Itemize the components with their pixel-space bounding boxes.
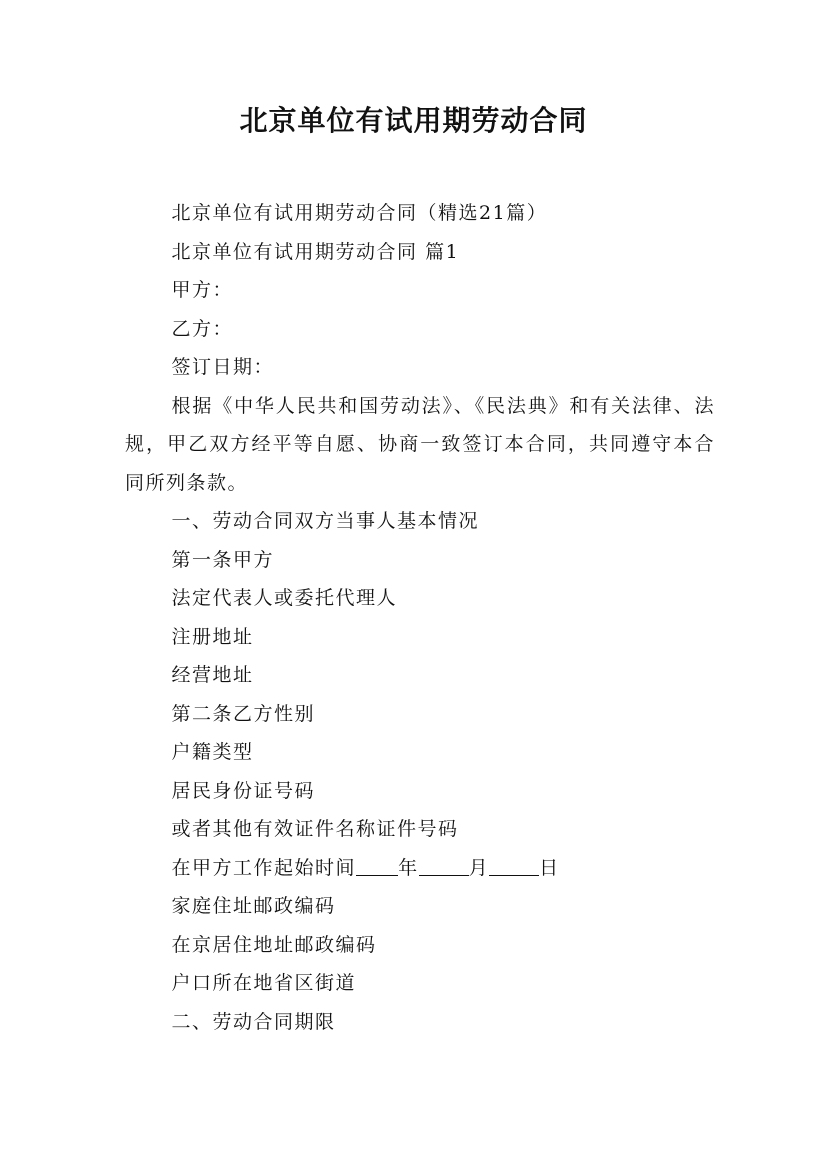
- document-title: 北京单位有试用期劳动合同: [239, 104, 588, 137]
- paragraph-home-address: 家庭住址邮政编码: [171, 895, 336, 917]
- year-blank: [356, 857, 398, 876]
- paragraph-chapter-2: 二、劳动合同期限: [171, 1010, 336, 1033]
- paragraph-household-type: 户籍类型: [171, 741, 254, 763]
- paragraph-article-2: 第二条乙方性别: [171, 702, 316, 725]
- document-body: [125, 194, 715, 1041]
- paragraph-hukou-location: 户口所在地省区街道: [171, 972, 357, 994]
- month-label: 月: [468, 856, 490, 879]
- paragraph-party-b: 乙方：: [171, 317, 234, 340]
- paragraph-id-number: 居民身份证号码: [171, 779, 316, 802]
- month-blank: [419, 857, 469, 876]
- paragraph-section-heading: 北京单位有试用期劳动合同 篇1: [171, 240, 460, 263]
- paragraph-registered-address: 注册地址: [171, 625, 254, 648]
- paragraph-subtitle: 北京单位有试用期劳动合同（精选21篇）: [171, 202, 548, 224]
- paragraph-sign-date: 签订日期：: [171, 356, 275, 378]
- day-blank: [489, 857, 539, 876]
- paragraph-legal-rep: 法定代表人或委托代理人: [171, 587, 398, 609]
- paragraph-other-id: 或者其他有效证件名称证件号码: [171, 818, 459, 840]
- paragraph-business-address: 经营地址: [171, 664, 254, 686]
- paragraph-party-a: 甲方：: [171, 279, 234, 301]
- start-time-label: 在甲方工作起始时间: [171, 856, 357, 879]
- day-label: 日: [539, 856, 560, 879]
- year-label: 年: [398, 856, 419, 879]
- paragraph-article-1: 第一条甲方: [171, 548, 275, 571]
- paragraph-start-time: [125, 849, 715, 888]
- paragraph-beijing-address: 在京居住地址邮政编码: [171, 933, 377, 956]
- paragraph-chapter-1: 一、劳动合同双方当事人基本情况: [171, 510, 480, 532]
- paragraph-preamble: 根据《中华人民共和国劳动法》、《民法典》和有关法律、法规，甲乙双方经平等自愿、协商一致签订本合同，共同遵守本合同所列条款。: [125, 394, 715, 494]
